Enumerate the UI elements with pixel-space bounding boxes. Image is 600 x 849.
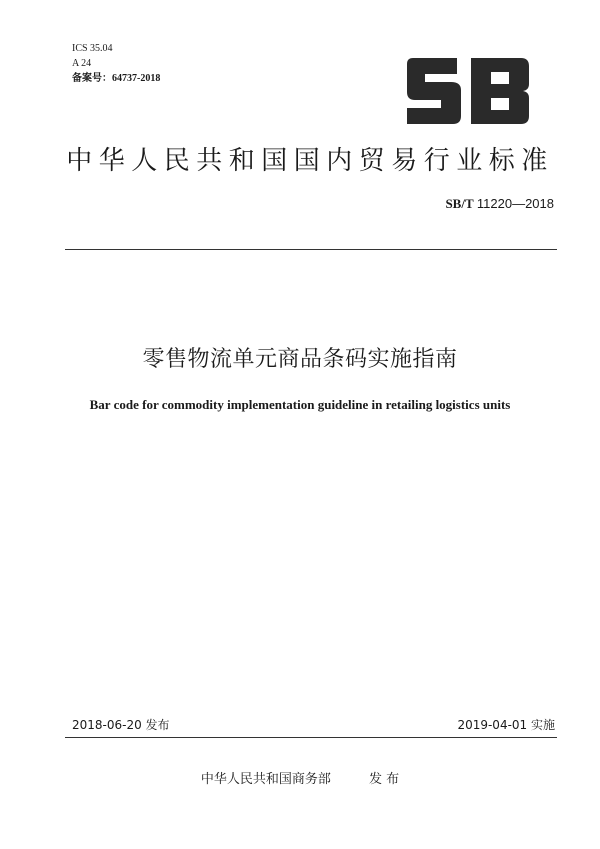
- chinese-title: 零售物流单元商品条码实施指南: [142, 347, 458, 372]
- header-divider: [65, 249, 557, 250]
- english-title: Bar code for commodity implementation guideline in retailing logistics units: [89, 397, 511, 412]
- standard-prefix: SB/T: [445, 196, 474, 211]
- publisher-name: 中华人民共和国商务部: [200, 772, 331, 787]
- ics-code: ICS 35.04: [72, 43, 113, 54]
- publisher: [0, 768, 600, 787]
- publisher-action: 发 布: [368, 772, 400, 787]
- effective-date: 2019-04-01 实施: [457, 718, 555, 732]
- footer-divider: [65, 737, 557, 738]
- standard-type-heading: 中华人民共和国国内贸易行业标准: [66, 146, 554, 176]
- standard-number: [445, 196, 554, 212]
- ccs-code: A 24: [72, 58, 92, 69]
- record-number: 备案号：64737-2018: [72, 73, 161, 84]
- issue-date: 2018-06-20 发布: [72, 718, 170, 732]
- sb-logo: [403, 58, 531, 124]
- standard-code: 11220—2018: [476, 196, 554, 211]
